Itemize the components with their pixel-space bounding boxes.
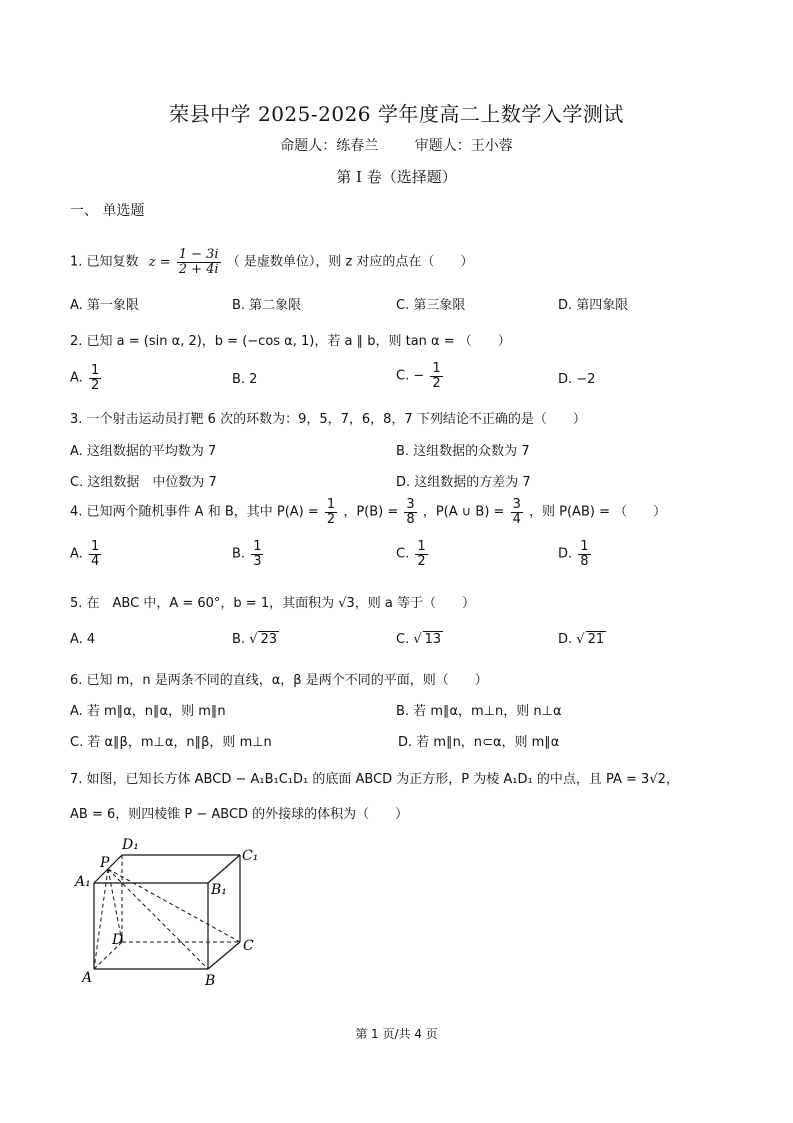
q1-den: 2 + 4i — [178, 261, 219, 277]
label-A1: A₁ — [75, 874, 91, 890]
question-6: 6. 已知 m，n 是两条不同的直线，α，β 是两个不同的平面，则（ ） — [70, 673, 488, 688]
author: 命题人：练春兰 — [280, 138, 379, 154]
label-P: P — [100, 855, 110, 871]
q5-option-a: A. 4 — [70, 632, 96, 647]
q4-option-d: D. $\frac{1}{8}$ — [558, 539, 589, 569]
prism-figure — [70, 832, 270, 992]
edge-C1-B1 — [208, 855, 240, 883]
q4-option-b: B. $\frac{1}{3}$ — [232, 539, 262, 569]
segment-P-C — [108, 869, 240, 942]
volume-heading: 第 I 卷（选择题） — [336, 168, 457, 186]
edge-C-B — [208, 942, 240, 969]
question-3: 3. 一个射击运动员打靶 6 次的环数为：9，5，7，6，8，7 下列结论不正确的是（ ） — [70, 412, 586, 427]
q6-option-a: A. 若 m∥α，n∥α，则 m∥n — [70, 704, 226, 719]
q6-option-d: D. 若 m∥n，n⊂α，则 m∥α — [398, 735, 560, 750]
q1-option-c: C. 第三象限 — [396, 298, 466, 313]
reviewer: 审题人：王小蓉 — [414, 138, 513, 154]
q4-option-c: C. $\frac{1}{2}$ — [396, 539, 426, 569]
q1-option-d: D. 第四象限 — [558, 298, 629, 313]
q1-post: （ 是虚数单位），则 z 对应的点在（ ） — [226, 254, 474, 270]
question-4: 4. 已知两个随机事件 A 和 B，其中 P(A) = $\frac{1}{2}$ ，P(B) = $\frac{3}{8}$ ，P(A ∪ B) = $\frac{3}{4}$ ，则 P(AB) = （ ） — [70, 497, 667, 527]
label-A: A — [82, 970, 93, 986]
q1-fraction — [177, 248, 221, 276]
section-heading: 一、 单选题 — [70, 203, 145, 219]
segment-P-A — [94, 869, 108, 969]
q6-option-c: C. 若 α∥β，m⊥α，n∥β，则 m⊥n — [70, 735, 272, 750]
q3-option-a: A. 这组数据的平均数为 7 — [70, 444, 217, 459]
q2-option-a: A. $\frac{1}{2}$ — [70, 363, 100, 393]
question-7-line-2: AB = 6，则四棱锥 P − ABCD 的外接球的体积为（ ） — [70, 807, 409, 822]
segment-P-B — [108, 869, 208, 969]
label-C1: C₁ — [242, 848, 259, 864]
q5-option-c: C. √ 13 — [396, 632, 442, 647]
question-5: 5. 在 ABC 中，A = 60°，b = 1，其面积为 √3，则 a 等于（ ） — [70, 596, 476, 611]
q1-option-b: B. 第二象限 — [232, 298, 302, 313]
q5-option-b: B. √ 23 — [232, 632, 278, 647]
q3-option-d: D. 这组数据的方差为 7 — [396, 475, 531, 490]
q3-option-b: B. 这组数据的众数为 7 — [396, 444, 530, 459]
exam-title: 荣县中学 2025-2026 学年度高二上数学入学测试 — [169, 102, 624, 126]
label-C: C — [243, 938, 254, 954]
q1-pre: 1. 已知复数 — [70, 254, 139, 270]
q3-option-c: C. 这组数据 中位数为 7 — [70, 475, 217, 490]
label-B: B — [205, 973, 216, 989]
question-1: 1. 已知复数 z = $\frac{1 - 3i}{2 + 4i}$ （ 是虚数单位），则 z 对应的点在（ ） — [70, 247, 474, 277]
q5-option-d: D. √ 21 — [558, 632, 605, 647]
label-D1: D₁ — [122, 837, 139, 853]
q2-option-c: C. − $\frac{1}{2}$ — [396, 361, 441, 391]
question-2: 2. 已知 a = (sin α, 2)，b = (−cos α, 1)，若 a ∥ b，则 tan α = （ ） — [70, 334, 511, 349]
q2-option-b: B. 2 — [232, 372, 258, 387]
q1-num: 1 − 3i — [178, 247, 219, 262]
q2-option-d: D. −2 — [558, 372, 596, 387]
author-line — [0, 135, 793, 155]
label-B1: B₁ — [211, 882, 227, 898]
q6-option-b: B. 若 m∥α，m⊥n，则 n⊥α — [396, 704, 562, 719]
q4-option-a: A. $\frac{1}{4}$ — [70, 539, 100, 569]
page-footer: 第 1 页/共 4 页 — [355, 1027, 438, 1041]
question-7-line-1: 7. 如图，已知长方体 ABCD − A₁B₁C₁D₁ 的底面 ABCD 为正方形，P 为棱 A₁D₁ 的中点，且 PA = 3√2， — [70, 772, 679, 787]
q1-option-a: A. 第一象限 — [70, 298, 139, 313]
label-D: D — [112, 932, 124, 948]
